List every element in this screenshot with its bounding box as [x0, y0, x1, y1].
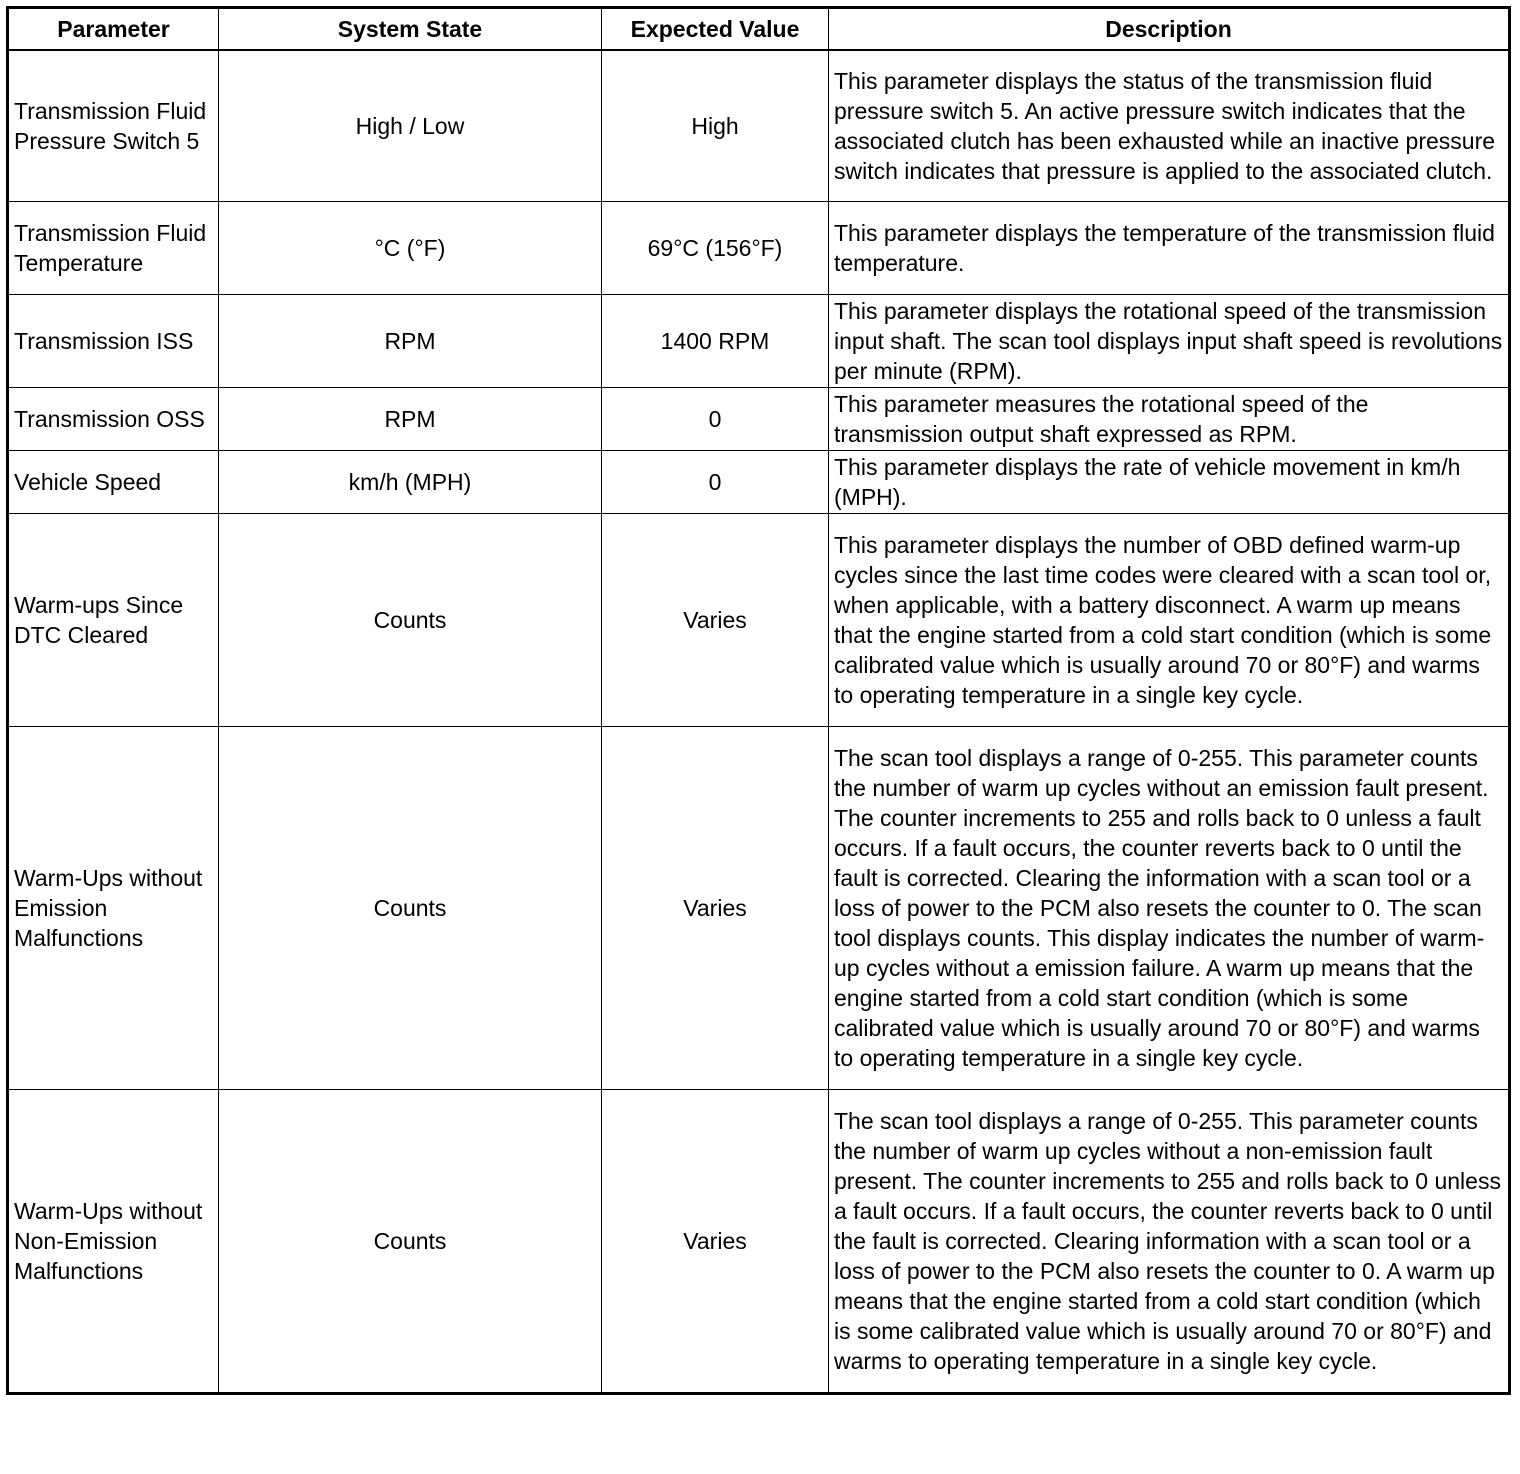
- header-row: [8, 8, 1510, 51]
- cell-parameter: Warm-Ups without Non-Emission Malfunctions: [8, 1090, 219, 1394]
- cell-expected-value: 0: [602, 388, 829, 451]
- cell-expected-value: 1400 RPM: [602, 295, 829, 388]
- cell-description: The scan tool displays a range of 0-255. This parameter counts the number of warm up cycles without a non-emission fault present. The counter increments to 255 and rolls back to 0 unless a fault occurs. If a fault occurs, the counter reverts back to 0 until the fault is corrected. Clearing information with a scan tool or a loss of power to the PCM also resets the counter to 0. A warm up means that the engine started from a cold start condition (which is some calibrated value which is usually around 70 or 80°F) and warms to operating temperature in a single key cycle.: [829, 1090, 1510, 1394]
- table-row: [8, 202, 1510, 295]
- header-expected-value: Expected Value: [602, 8, 829, 51]
- cell-system-state: Counts: [219, 1090, 602, 1394]
- cell-system-state: km/h (MPH): [219, 451, 602, 514]
- parameter-table: [6, 6, 1511, 1395]
- cell-expected-value: Varies: [602, 727, 829, 1090]
- cell-description: The scan tool displays a range of 0-255. This parameter counts the number of warm up cycles without an emission fault present. The counter increments to 255 and rolls back to 0 unless a fault occurs. If a fault occurs, the counter reverts back to 0 until the fault is corrected. Clearing the information with a scan tool or a loss of power to the PCM also resets the counter to 0. The scan tool displays counts. This display indicates the number of warm-up cycles without a emission failure. A warm up means that the engine started from a cold start condition (which is some calibrated value which is usually around 70 or 80°F) and warms to operating temperature in a single key cycle.: [829, 727, 1510, 1090]
- cell-description: This parameter displays the rate of vehicle movement in km/h (MPH).: [829, 451, 1510, 514]
- header-parameter: Parameter: [8, 8, 219, 51]
- table-row: [8, 1090, 1510, 1394]
- cell-description: This parameter measures the rotational speed of the transmission output shaft expressed as RPM.: [829, 388, 1510, 451]
- table-row: [8, 727, 1510, 1090]
- cell-parameter: Transmission ISS: [8, 295, 219, 388]
- cell-parameter: Vehicle Speed: [8, 451, 219, 514]
- cell-system-state: High / Low: [219, 50, 602, 202]
- cell-expected-value: High: [602, 50, 829, 202]
- cell-system-state: Counts: [219, 514, 602, 727]
- cell-system-state: RPM: [219, 295, 602, 388]
- cell-parameter: Warm-Ups without Emission Malfunctions: [8, 727, 219, 1090]
- table-row: [8, 514, 1510, 727]
- cell-expected-value: Varies: [602, 514, 829, 727]
- cell-parameter: Transmission OSS: [8, 388, 219, 451]
- cell-system-state: RPM: [219, 388, 602, 451]
- header-system-state: System State: [219, 8, 602, 51]
- cell-expected-value: 0: [602, 451, 829, 514]
- cell-system-state: °C (°F): [219, 202, 602, 295]
- cell-parameter: Transmission Fluid Pressure Switch 5: [8, 50, 219, 202]
- cell-description: This parameter displays the temperature of the transmission fluid temperature.: [829, 202, 1510, 295]
- table-row: [8, 50, 1510, 202]
- table-row: [8, 451, 1510, 514]
- table-row: [8, 295, 1510, 388]
- cell-parameter: Transmission Fluid Temperature: [8, 202, 219, 295]
- cell-system-state: Counts: [219, 727, 602, 1090]
- cell-description: This parameter displays the rotational speed of the transmission input shaft. The scan tool displays input shaft speed is revolutions per minute (RPM).: [829, 295, 1510, 388]
- header-description: Description: [829, 8, 1510, 51]
- cell-expected-value: 69°C (156°F): [602, 202, 829, 295]
- table-row: [8, 388, 1510, 451]
- cell-expected-value: Varies: [602, 1090, 829, 1394]
- cell-description: This parameter displays the number of OBD defined warm-up cycles since the last time codes were cleared with a scan tool or, when applicable, with a battery disconnect. A warm up means that the engine started from a cold start condition (which is some calibrated value which is usually around 70 or 80°F) and warms to operating temperature in a single key cycle.: [829, 514, 1510, 727]
- cell-parameter: Warm-ups Since DTC Cleared: [8, 514, 219, 727]
- cell-description: This parameter displays the status of the transmission fluid pressure switch 5. An active pressure switch indicates that the associated clutch has been exhausted while an inactive pressure switch indicates that pressure is applied to the associated clutch.: [829, 50, 1510, 202]
